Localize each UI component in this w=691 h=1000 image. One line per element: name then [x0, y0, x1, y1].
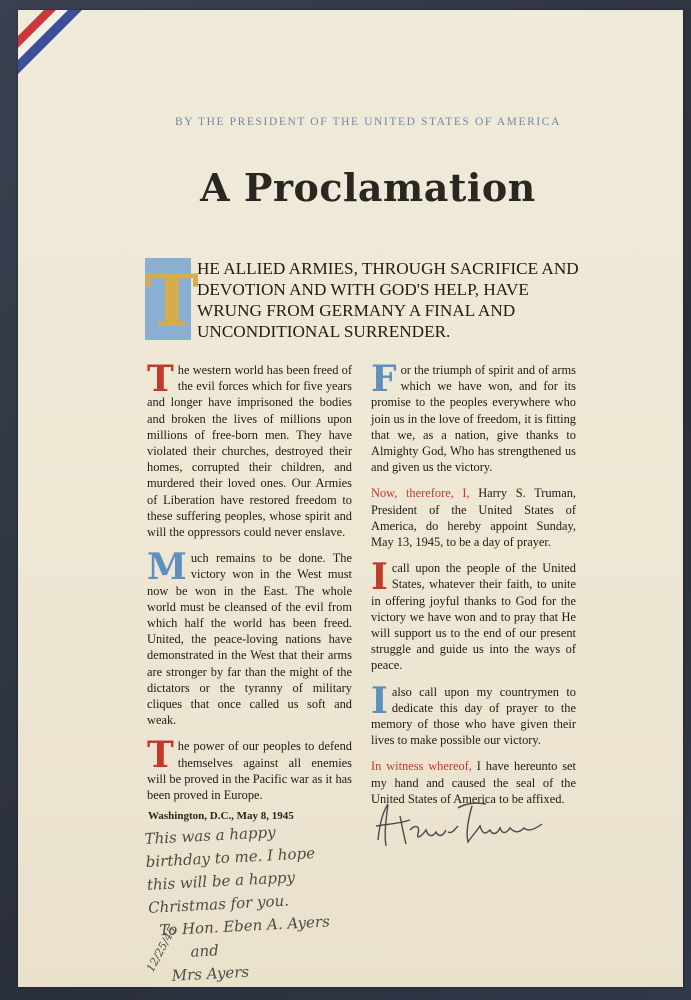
paragraph-text: I have hereunto set my hand and caused the seal of the United States of America to be affixed. — [371, 759, 576, 806]
red-lead-text: Now, therefore, I, — [371, 486, 470, 501]
inscription-line: This was a happy — [144, 823, 277, 848]
paragraph-much-remains — [147, 546, 352, 728]
paragraph-also-call-upon — [371, 679, 576, 749]
handwritten-inscription — [144, 816, 382, 987]
document-heading: BY THE PRESIDENT OF THE UNITED STATES OF AMERICA — [175, 116, 561, 128]
inscription-line: this will be a happy — [146, 868, 296, 894]
document-title: A Proclamation — [200, 165, 536, 210]
right-column — [371, 358, 576, 817]
drop-cap: T — [147, 358, 174, 400]
dateline: Washington, D.C., May 8, 1945 — [148, 810, 294, 822]
paragraph-text: Harry S. Truman, President of the United States of America, do hereby appoint Sunday, May 13, 1945, to be a day of prayer. — [371, 486, 576, 550]
red-lead-text: In witness whereof, — [371, 759, 472, 774]
paragraph-western-world — [147, 358, 352, 540]
paragraph-text: he power of our peoples to defend themselves against all enemies will be proved in the Pacific war as it has been proved in Europe. — [147, 739, 352, 803]
paragraph-text: he western world has been freed of the evil forces which for five years and longer have imprisoned the bodies and broken the lives of millions upon millions of free-born men. They have violated their churches, destroyed their homes, corrupted their children, and murdered their loved ones. Our Armies of Liberation have restored freedom to these suffering peoples, whose spirit and will the oppressors could never enslave. — [147, 363, 352, 540]
paragraph-text: or the triumph of spirit and of arms which we have won, and for its promise to the peoples everywhere who join us in the love of freedom, it is fitting that we, as a nation, give thanks to Almighty God, Who has strengthened us and given us the victory. — [371, 363, 576, 475]
drop-cap: F — [371, 358, 397, 400]
inscription-line: and — [190, 941, 220, 961]
inscription-date: 12/25/45 — [144, 924, 179, 975]
paragraph-text: also call upon my countrymen to dedicate this day of prayer to the memory of those who have given their lives to make possible our victory. — [371, 684, 576, 748]
left-column — [147, 358, 352, 813]
inscription-line: Christmas for you. — [147, 891, 290, 917]
lead-text: HE ALLIED ARMIES, THROUGH SACRIFICE AND DEVOTION AND WITH GOD'S HELP, HAVE WRUNG FROM GERMANY A FINAL AND UNCONDITIONAL SURRENDER. — [197, 259, 579, 341]
drop-cap: T — [147, 734, 174, 777]
paragraph-text: uch remains to be done. The victory won in the West must now be won in the East. The whole world must be cleansed of the evil from which half the world has been freed. United, the peace-loving nations have demonstrated in the West that their arms are stronger by far than the might of the dictators or the tyranny of military cliques that once called us soft and weak. — [147, 551, 352, 728]
paragraph-triumph — [371, 358, 576, 475]
paragraph-text: call upon the people of the United States, whatever their faith, to unite in offering joyful thanks to God for the victory we have won and to pray that He will support us to the end of our present struggle and guide us into the ways of peace. — [371, 561, 576, 673]
flag-ribbon-corner — [18, 10, 138, 130]
truman-signature — [366, 790, 556, 860]
drop-cap: I — [371, 679, 388, 722]
paragraph-now-therefore — [371, 485, 576, 550]
drop-cap: M — [147, 546, 187, 589]
paragraph-power-of-peoples — [147, 734, 352, 803]
paragraph-call-upon — [371, 556, 576, 673]
drop-cap: I — [371, 556, 388, 599]
inscription-line: birthday to me. I hope — [145, 844, 316, 871]
proclamation-document — [18, 10, 683, 987]
lead-paragraph — [145, 258, 585, 342]
inscription-line: To Hon. Eben A. Ayers — [158, 912, 331, 940]
illuminated-initial: T — [145, 258, 199, 343]
inscription-line: Mrs Ayers — [171, 962, 250, 985]
